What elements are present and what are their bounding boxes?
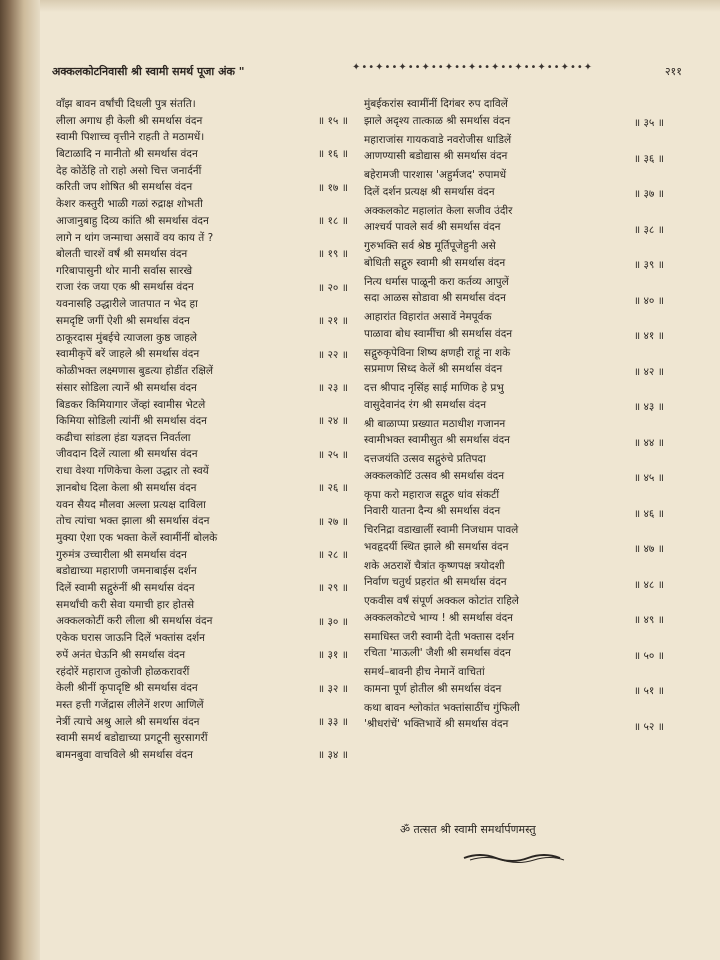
verse bbox=[56, 129, 348, 162]
verse-number: ॥ २८ ॥ bbox=[317, 548, 348, 561]
verse-number: ॥ ३५ ॥ bbox=[633, 117, 664, 129]
verse-line: चिरनिद्रा वडाखालीं स्वामी निजधाम पावले bbox=[364, 524, 519, 536]
page-header bbox=[52, 58, 692, 86]
verse-line: नित्य धर्मास पाळूनी करा कर्तव्य आपुलें bbox=[364, 275, 509, 288]
verse-line: गुरुमंत्र उच्चारीला श्री समर्थास वंदन bbox=[56, 548, 187, 561]
verse-line: महाराजांस गायकवाडे नवरोजीस धाडिलें bbox=[364, 133, 512, 146]
verse-line: किमिया सोडिली त्यांनीं श्री समर्थास वंदन bbox=[56, 415, 207, 428]
verse-line: गरिबापासुनी थोर मानी सर्वास सारखे bbox=[56, 264, 193, 277]
verse-line: दत्त श्रीपाद नृसिंह साई माणिक हे प्रभु bbox=[364, 382, 504, 394]
verse-number: ॥ ४५ ॥ bbox=[633, 472, 664, 484]
verse-line: समाधिस्त जरी स्वामी देती भक्तास दर्शन bbox=[364, 630, 515, 643]
verse bbox=[56, 163, 348, 196]
verse-line: केशर कस्तुरी भाळी गळां रुद्राक्ष शोभती bbox=[56, 198, 203, 211]
verse-line: निवारी यातना दैन्य श्री समर्थास वंदन bbox=[364, 505, 501, 517]
verse-line: एकेक घरास जाऊनि दिलें भक्तांस दर्शन bbox=[56, 632, 206, 645]
verse bbox=[56, 96, 348, 129]
verse-line: समर्थ–बावनी हीच नेमानें वाचितां bbox=[364, 666, 485, 678]
verse-line: लीला अगाध ही केली श्री समर्थास वंदन bbox=[56, 114, 203, 127]
verse-line: राधा वेश्या गणिकेचा केला उद्धार तो स्वयें bbox=[56, 465, 209, 478]
verse-line: रुपें अनंत घेऊनि श्री समर्थास वंदन bbox=[56, 648, 186, 661]
verse-line: ठाकूरदास मुंबईचे त्याजला कुष्ठ जाहले bbox=[56, 331, 197, 344]
verse bbox=[56, 196, 348, 229]
verse-number: ॥ ५१ ॥ bbox=[633, 685, 664, 697]
verse-line: बोलती चारशें वर्षं श्री समर्थास वंदन bbox=[56, 248, 188, 261]
verse-line: अक्कलकोटीं करी लीला श्री समर्थास वंदन bbox=[56, 615, 213, 628]
verse-line: आहारांत विहारांत असावें नेमपूर्वक bbox=[364, 311, 492, 323]
verse-line: समदृष्टि जगीं ऐशी श्री समर्थास वंदन bbox=[56, 314, 190, 327]
verse-number: ॥ २१ ॥ bbox=[317, 315, 348, 328]
verse-line: सदा आळस सोडावा श्री समर्थास वंदन bbox=[364, 292, 506, 304]
verse-line: गुरुभक्ति सर्व श्रेष्ठ मूर्तिपूजेहुनी असे bbox=[364, 240, 496, 252]
verse-number: ॥ ४७ ॥ bbox=[633, 543, 664, 555]
verse-number: ॥ ३२ ॥ bbox=[317, 682, 348, 695]
verse bbox=[56, 330, 348, 363]
verse-number: ॥ ४९ ॥ bbox=[633, 614, 664, 626]
verse-line: वासुदेवानंद रंग श्री समर्थास वंदन bbox=[364, 398, 487, 411]
verse-line: अक्कलकोटचे भाग्य ! श्री समर्थास वंदन bbox=[364, 611, 514, 624]
verse-number: ॥ १७ ॥ bbox=[317, 181, 348, 194]
verse-line: श्री बाळाप्पा प्रख्यात मठाधीश गजानन bbox=[364, 417, 506, 430]
verse-line: अक्कलकोटिं उत्सव श्री समर्थास वंदन bbox=[364, 469, 505, 482]
verse bbox=[364, 96, 664, 132]
verse bbox=[56, 497, 348, 530]
verse bbox=[56, 630, 348, 663]
left-verse-column bbox=[56, 96, 348, 764]
verse bbox=[56, 597, 348, 630]
page-number: २११ bbox=[664, 65, 682, 78]
verse-number: ॥ १६ ॥ bbox=[317, 148, 348, 161]
header-decoration: ✦••✦••✦••✦••✦••✦••✦••✦••✦••✦••✦ bbox=[352, 62, 594, 73]
verse bbox=[56, 697, 348, 730]
verse-line: अक्कलकोट महालांत केला सजीव उंदीर bbox=[364, 204, 513, 217]
verse bbox=[364, 593, 664, 629]
verse-number: ॥ १८ ॥ bbox=[317, 215, 348, 228]
verse-line: यवन सैयद मौलवा अल्ला प्रत्यक्ष दाविला bbox=[56, 498, 206, 511]
verse bbox=[364, 309, 664, 345]
verse-line: झाले अदृश्य तात्काळ श्री समर्थास वंदन bbox=[364, 114, 511, 127]
verse-number: ॥ २७ ॥ bbox=[317, 515, 348, 528]
verse-number: ॥ ४८ ॥ bbox=[633, 578, 664, 591]
verse bbox=[364, 558, 664, 594]
verse-line: राजा रंक जया एक श्री समर्थास वंदन bbox=[56, 281, 194, 294]
verse bbox=[364, 203, 664, 239]
closing-invocation: ॐ तत्सत श्री स्वामी समर्थार्पणमस्तु bbox=[400, 823, 536, 836]
verse-line: केली श्रीनीं कृपादृष्टि श्री समर्थास वंदन bbox=[56, 682, 198, 695]
verse-number: ॥ २९ ॥ bbox=[317, 582, 348, 595]
verse-number: ॥ २५ ॥ bbox=[317, 448, 348, 461]
verse-line: बिटाळादि न मानीतो श्री समर्थास वंदन bbox=[56, 147, 198, 160]
verse bbox=[56, 664, 348, 697]
verse-number: ॥ ३३ ॥ bbox=[317, 715, 348, 728]
verse-line: सप्रमाण सिध्द केलें श्री समर्थास वंदन bbox=[364, 363, 503, 375]
verse-line: ज्ञानबोध दिला केला श्री समर्थास वंदन bbox=[56, 481, 197, 494]
verse bbox=[364, 345, 664, 381]
verse-number: ॥ ३७ ॥ bbox=[633, 188, 664, 200]
verse-line: दत्तजयंति उत्सव सद्गुरुंचे प्रतिपदा bbox=[364, 453, 486, 465]
verse-line: स्वामी समर्थ बडोद्याच्या प्रगटूनी सुरसागरीं bbox=[56, 732, 208, 745]
verse-line: करिती जप शोषित श्री समर्थास वंदन bbox=[56, 181, 193, 194]
verse-line: कढीचा सांडला हंडा यज्ञदत्त निवर्तला bbox=[56, 431, 191, 444]
verse-line: संसार सोडिला त्यानें श्री समर्थास वंदन bbox=[56, 381, 197, 394]
verse-number: ॥ ४३ ॥ bbox=[633, 401, 664, 413]
verse bbox=[364, 522, 664, 558]
verse-line: लागे न थांग जन्माचा असावें वय काय तें ? bbox=[56, 231, 214, 244]
page-top-edge bbox=[40, 0, 720, 12]
verse-line: कथा बावन श्लोकांत भक्तांसाठींच गुंफिली bbox=[364, 701, 520, 714]
verse bbox=[364, 380, 664, 416]
verse-line: कोळीभक्त लक्ष्मणास बुडत्या होडींत रक्षिलें bbox=[56, 365, 214, 378]
verse-line: रचिता 'माऊली' जैशी श्री समर्थास वंदन bbox=[364, 647, 511, 659]
verse bbox=[364, 664, 664, 700]
verse bbox=[364, 167, 664, 203]
verse-number: ॥ ३१ ॥ bbox=[317, 649, 348, 662]
verse-line: भवहृदयीं स्थित झाले श्री समर्थास वंदन bbox=[364, 540, 509, 553]
verse-line: रहंदोरें महाराज तुकोजी होळकरावरीं bbox=[56, 665, 190, 678]
verse-number: ॥ ३६ ॥ bbox=[633, 152, 664, 165]
verse-line: बोधिती सद्गुरु स्वामी श्री समर्थास वंदन bbox=[364, 256, 506, 269]
verse-number: ॥ ३९ ॥ bbox=[633, 259, 664, 271]
verse bbox=[56, 363, 348, 396]
verse-line: पाळावा बोध स्वामींचा श्री समर्थास वंदन bbox=[364, 327, 513, 340]
verse bbox=[56, 530, 348, 563]
verse-line: बामनबुवा वाचविले श्री समर्थास वंदन bbox=[56, 748, 193, 761]
verse-line: समर्थांची करी सेवा यमाची हार होतसे bbox=[56, 598, 195, 611]
book-spine bbox=[0, 0, 40, 960]
verse-line: आणण्यासी बडोद्यास श्री समर्थास वंदन bbox=[364, 150, 508, 162]
verse-line: नेत्रीं त्याचे अश्रु आले श्री समर्थास वंदन bbox=[56, 715, 200, 728]
verse-number: ॥ २० ॥ bbox=[317, 281, 348, 294]
verse-line: कृपा करो महाराज सद्गुरु धांव संकटीं bbox=[364, 488, 500, 501]
verse bbox=[56, 730, 348, 763]
verse-line: मुंबईकरांस स्वामींनीं दिगंबर रुप दाविलें bbox=[364, 98, 508, 110]
verse bbox=[56, 430, 348, 463]
right-verse-column bbox=[364, 96, 664, 735]
verse bbox=[56, 230, 348, 263]
verse-number: ॥ ४६ ॥ bbox=[633, 507, 664, 520]
verse-number: ॥ २२ ॥ bbox=[317, 348, 348, 361]
verse bbox=[364, 416, 664, 452]
verse-number: ॥ ४१ ॥ bbox=[633, 330, 664, 342]
verse-line: मस्त हत्ती गजेंद्रास लीलेनें शरण आणिलें bbox=[56, 699, 204, 712]
verse-line: शके अठराशें चैत्रांत कृष्णपक्ष त्रयोदशी bbox=[364, 559, 505, 572]
verse-line: दिलें स्वामी सद्गुरुंनीं श्री समर्थास वंदन bbox=[56, 581, 195, 594]
verse-line: मुक्या ऐशा एक भक्ता केलें स्वामींनीं बोलके bbox=[56, 532, 218, 545]
verse bbox=[364, 274, 664, 310]
verse bbox=[364, 487, 664, 523]
verse bbox=[364, 629, 664, 665]
verse-number: ॥ २६ ॥ bbox=[317, 482, 348, 495]
verse-line: आजानुबाहु दिव्य कांति श्री समर्थास वंदन bbox=[56, 214, 209, 227]
verse-line: तोच त्यांचा भक्त झाला श्री समर्थास वंदन bbox=[56, 515, 210, 528]
verse bbox=[56, 397, 348, 430]
verse bbox=[364, 700, 664, 736]
closing-flourish-ornament bbox=[460, 850, 570, 866]
verse bbox=[56, 296, 348, 329]
verse-line: निर्वाण चतुर्थ प्रहरांत श्री समर्थास वंदन bbox=[364, 576, 507, 588]
verse-line: दिलें दर्शन प्रत्यक्ष श्री समर्थास वंदन bbox=[364, 185, 495, 198]
verse-line: यवनासहि उद्धारीले जातपात न भेद हा bbox=[56, 298, 198, 311]
verse-line: जीवदान दिलें त्याला श्री समर्थास वंदन bbox=[56, 448, 198, 461]
verse-number: ॥ ५० ॥ bbox=[633, 649, 664, 662]
verse-number: ॥ ४० ॥ bbox=[633, 294, 664, 307]
verse-line: बिडकर किमियागार जेंव्हां स्वामीस भेटले bbox=[56, 398, 206, 411]
verse bbox=[56, 563, 348, 596]
verse-number: ॥ ३८ ॥ bbox=[633, 223, 664, 236]
verse-number: ॥ ५२ ॥ bbox=[633, 720, 664, 733]
verse-line: कामना पूर्ण होतील श्री समर्थास वंदन bbox=[364, 682, 502, 695]
verse bbox=[364, 238, 664, 274]
verse-number: ॥ ३४ ॥ bbox=[317, 749, 348, 762]
verse-number: ॥ ४४ ॥ bbox=[633, 436, 664, 449]
verse bbox=[364, 132, 664, 168]
verse bbox=[56, 463, 348, 496]
verse bbox=[364, 451, 664, 487]
verse-number: ॥ ३० ॥ bbox=[317, 615, 348, 628]
verse-line: 'श्रीधरांचें' भक्तिभावें श्री समर्थास वंदन bbox=[364, 718, 509, 730]
verse-line: आश्चर्य पावले सर्व श्री समर्थास वंदन bbox=[364, 221, 501, 233]
verse-number: ॥ ४२ ॥ bbox=[633, 365, 664, 378]
verse-line: देह कोठेंहि तो राहो असो चित्त जनार्दनीं bbox=[56, 164, 202, 177]
verse-line: बहेरामजी पारशास 'अहुर्मजद' रुपामधें bbox=[364, 169, 507, 181]
verse-number: ॥ २३ ॥ bbox=[317, 382, 348, 395]
verse-line: सद्गुरुकृपेविना शिष्य क्षणही राहूं ना शके bbox=[364, 346, 511, 359]
verse-line: बडोद्याच्या महाराणी जमनाबाईस दर्शन bbox=[56, 565, 197, 578]
verse-number: ॥ २४ ॥ bbox=[317, 415, 348, 428]
verse-line: स्वामी पिशाच्च वृत्तीने राहती ते मठामधें। bbox=[56, 131, 205, 144]
header-title: अक्कलकोटनिवासी श्री स्वामी समर्थ पूजा अंक " bbox=[52, 65, 245, 78]
verse-line: स्वामीभक्त स्वामीसुत श्री समर्थास वंदन bbox=[364, 434, 511, 446]
verse-line: वाँझ बावन वर्षांची दिधली पुत्र संतति। bbox=[56, 98, 196, 110]
verse-number: ॥ १५ ॥ bbox=[317, 114, 348, 127]
verse-line: एकवीस वर्षं संपूर्ण अक्कल कोटांत राहिले bbox=[364, 595, 519, 607]
verse-line: स्वामीकृपें बरें जाहले श्री समर्थास वंदन bbox=[56, 348, 200, 361]
verse bbox=[56, 263, 348, 296]
verse-number: ॥ १९ ॥ bbox=[317, 248, 348, 261]
